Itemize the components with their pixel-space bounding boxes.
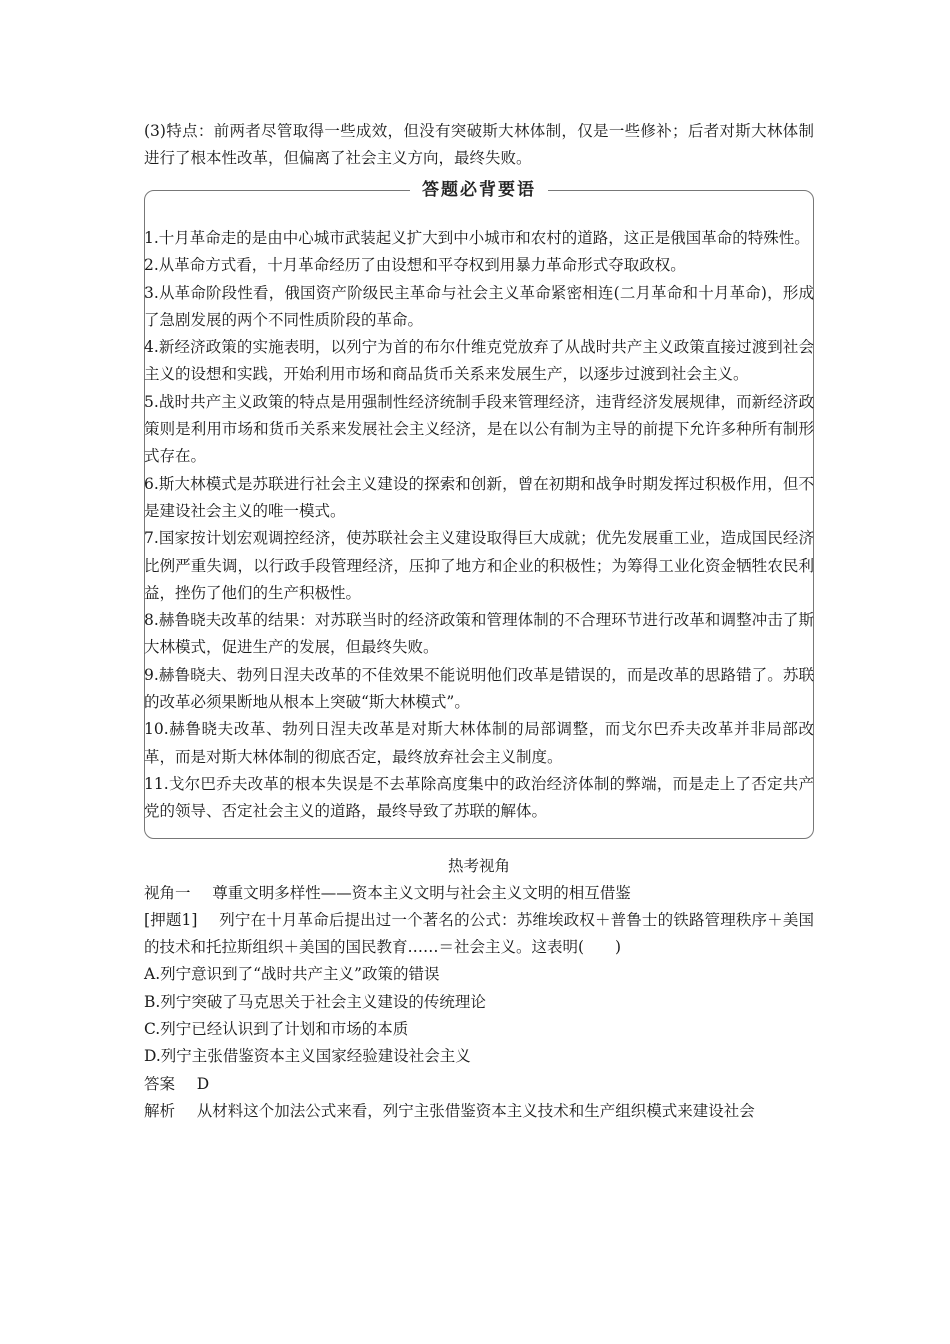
summary-box-title: 答题必背要语 bbox=[410, 177, 548, 203]
question-stem-line bbox=[144, 907, 814, 962]
question-label: [押题1] bbox=[144, 910, 198, 929]
question-stem: 列宁在十月革命后提出过一个著名的公式：苏维埃政权＋普鲁士的铁路管理秩序＋美国的技术和托拉斯组织＋美国的国民教育……＝社会主义。这表明( ) bbox=[144, 910, 814, 957]
summary-item-6: 6.斯大林模式是苏联进行社会主义建设的探索和创新，曾在初期和战争时期发挥过积极作用，但不是建设社会主义的唯一模式。 bbox=[144, 474, 814, 520]
document-page bbox=[144, 118, 814, 1125]
summary-box-content bbox=[144, 225, 814, 826]
angle-title: 尊重文明多样性——资本主义文明与社会主义文明的相互借鉴 bbox=[212, 883, 631, 902]
intro-paragraph: (3)特点：前两者尽管取得一些成效，但没有突破斯大林体制，仅是一些修补；后者对斯大林体制进行了根本性改革，但偏离了社会主义方向，最终失败。 bbox=[144, 122, 814, 167]
analysis-label: 解析 bbox=[144, 1101, 176, 1120]
summary-item-3: 3.从革命阶段性看，俄国资产阶级民主革命与社会主义革命紧密相连(二月革命和十月革命)，形成了急剧发展的两个不同性质阶段的革命。 bbox=[144, 283, 814, 329]
answer-label: 答案 bbox=[144, 1074, 176, 1093]
summary-item-9: 9.赫鲁晓夫、勃列日涅夫改革的不佳效果不能说明他们改革是错误的，而是改革的思路错了。苏联的改革必须果断地从根本上突破“斯大林模式”。 bbox=[144, 665, 814, 712]
summary-item-11: 11.戈尔巴乔夫改革的根本失误是不去革除高度集中的政治经济体制的弊端，而是走上了否定共产党的领导、否定社会主义的道路，最终导致了苏联的解体。 bbox=[144, 774, 814, 821]
summary-item-5: 5.战时共产主义政策的特点是用强制性经济统制手段来管理经济，违背经济发展规律，而新经济政策则是利用市场和货币关系来发展社会主义经济，是在以公有制为主导的前提下允许多种所有制形式存在。 bbox=[144, 392, 814, 466]
angle-label: 视角一 bbox=[144, 883, 191, 902]
summary-box bbox=[144, 180, 814, 839]
summary-item-7: 7.国家按计划宏观调控经济，使苏联社会主义建设取得巨大成就；优先发展重工业，造成国民经济比例严重失调，以行政手段管理经济，压抑了地方和企业的积极性；为筹得工业化资金牺牲农民利益，挫伤了他们的生产积极性。 bbox=[144, 529, 814, 602]
answer-line bbox=[144, 1071, 814, 1098]
summary-item-1: 1.十月革命走的是由中心城市武装起义扩大到中小城市和农村的道路，这正是俄国革命的特殊性。 bbox=[144, 229, 810, 247]
option-a: A.列宁意识到了“战时共产主义”政策的错误 bbox=[144, 965, 440, 984]
summary-box-title-wrap bbox=[145, 177, 813, 203]
answer-value: D bbox=[196, 1074, 210, 1093]
summary-item-4: 4.新经济政策的实施表明，以列宁为首的布尔什维克党放弃了从战时共产主义政策直接过渡到社会主义的设想和实践，开始利用市场和商品货币关系来发展生产，以逐步过渡到社会主义。 bbox=[144, 338, 814, 384]
option-d: D.列宁主张借鉴资本主义国家经验建设社会主义 bbox=[144, 1047, 471, 1066]
summary-item-8: 8.赫鲁晓夫改革的结果：对苏联当时的经济政策和管理体制的不合理环节进行改革和调整冲击了斯大林模式，促进生产的发展，但最终失败。 bbox=[144, 611, 814, 657]
option-b: B.列宁突破了马克思关于社会主义建设的传统理论 bbox=[144, 992, 486, 1011]
angle-line bbox=[144, 880, 814, 907]
analysis-line bbox=[144, 1098, 814, 1125]
hot-topics-heading: 热考视角 bbox=[447, 856, 510, 875]
analysis-text: 从材料这个加法公式来看，列宁主张借鉴资本主义技术和生产组织模式来建设社会 bbox=[196, 1101, 755, 1120]
option-c: C.列宁已经认识到了计划和市场的本质 bbox=[144, 1020, 409, 1039]
summary-item-2: 2.从革命方式看，十月革命经历了由设想和平夺权到用暴力革命形式夺取政权。 bbox=[144, 256, 686, 275]
summary-item-10: 10.赫鲁晓夫改革、勃列日涅夫改革是对斯大林体制的局部调整，而戈尔巴乔夫改革并非局部改革，而是对斯大林体制的彻底否定，最终放弃社会主义制度。 bbox=[144, 720, 814, 766]
